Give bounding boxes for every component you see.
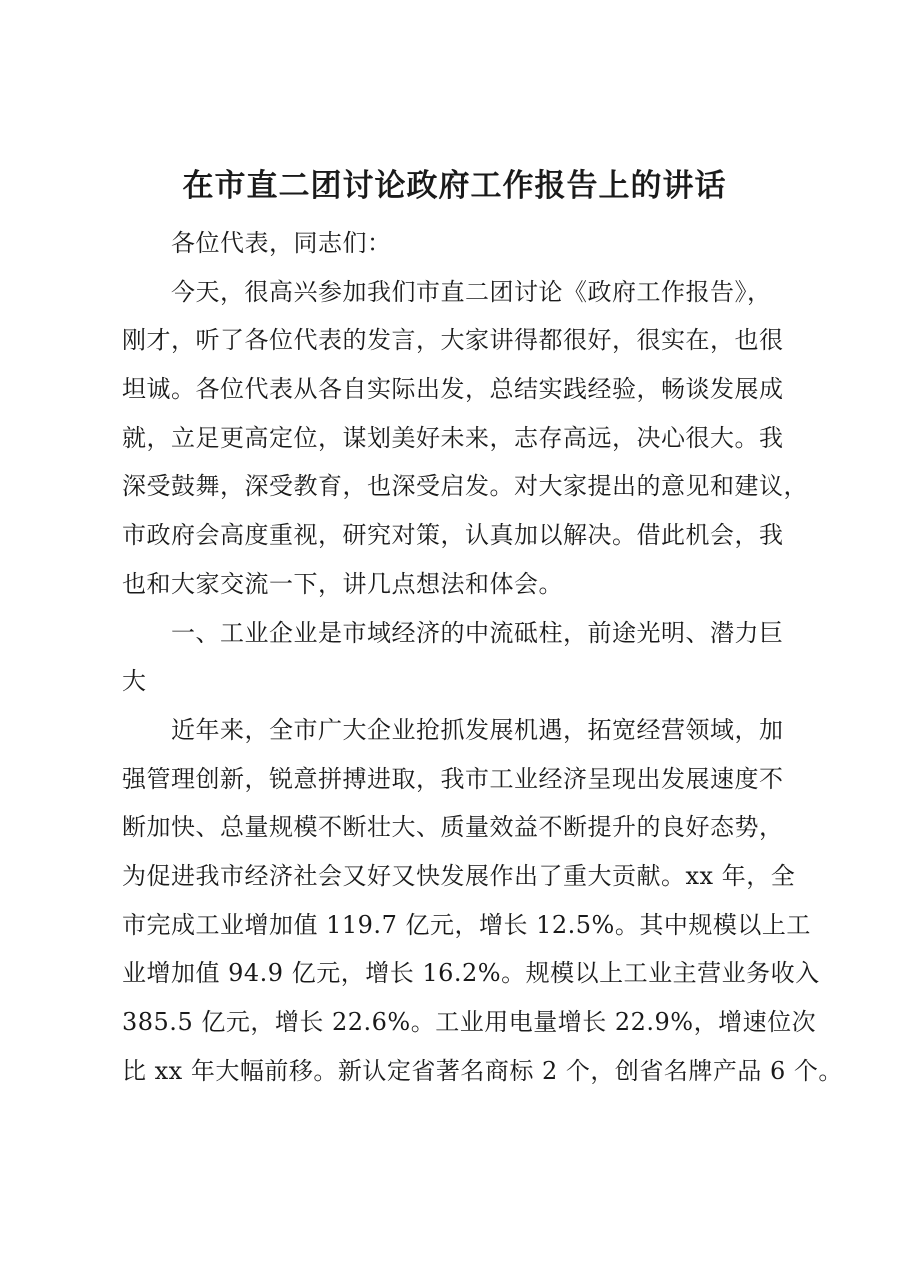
document-title: 在市直二团讨论政府工作报告上的讲话	[182, 168, 727, 204]
body-line: 比 xx 年大幅前移。新认定省著名商标 2 个，创省名牌产品 6 个。	[122, 1056, 843, 1085]
body-line: 近年来，全市广大企业抢抓发展机遇，拓宽经营领域，加	[171, 715, 784, 744]
body-line: 刚才，听了各位代表的发言，大家讲得都很好，很实在，也很	[122, 326, 784, 355]
body-line: 大	[122, 667, 147, 696]
body-line: 市政府会高度重视，研究对策，认真加以解决。借此机会，我	[122, 521, 784, 550]
body-line: 今天，很高兴参加我们市直二团讨论《政府工作报告》，	[171, 277, 772, 306]
body-line: 深受鼓舞，深受教育，也深受启发。对大家提出的意见和建议，	[122, 472, 808, 501]
document-body	[122, 219, 843, 1095]
body-line: 各位代表，同志们：	[171, 229, 392, 257]
body-line: 断加快、总量规模不断壮大、质量效益不断提升的良好态势，	[122, 813, 784, 842]
body-line: 也和大家交流一下，讲几点想法和体会。	[122, 569, 563, 598]
body-line: 就，立足更高定位，谋划美好未来，志存高远，决心很大。我	[122, 423, 784, 452]
body-line: 385.5 亿元，增长 22.6%。工业用电量增长 22.9%，增速位次	[122, 1008, 817, 1036]
body-line: 强管理创新，锐意拼搏进取，我市工业经济呈现出发展速度不	[122, 764, 784, 793]
body-line: 一、工业企业是市域经济的中流砥柱，前途光明、潜力巨	[171, 618, 784, 647]
body-line: 坦诚。各位代表从各自实际出发，总结实践经验，畅谈发展成	[122, 375, 784, 404]
body-line: 业增加值 94.9 亿元，增长 16.2%。规模以上工业主营业务收入	[122, 959, 820, 988]
body-line: 市完成工业增加值 119.7 亿元，增长 12.5%。其中规模以上工	[122, 910, 811, 939]
body-line: 为促进我市经济社会又好又快发展作出了重大贡献。xx 年，全	[122, 861, 796, 890]
